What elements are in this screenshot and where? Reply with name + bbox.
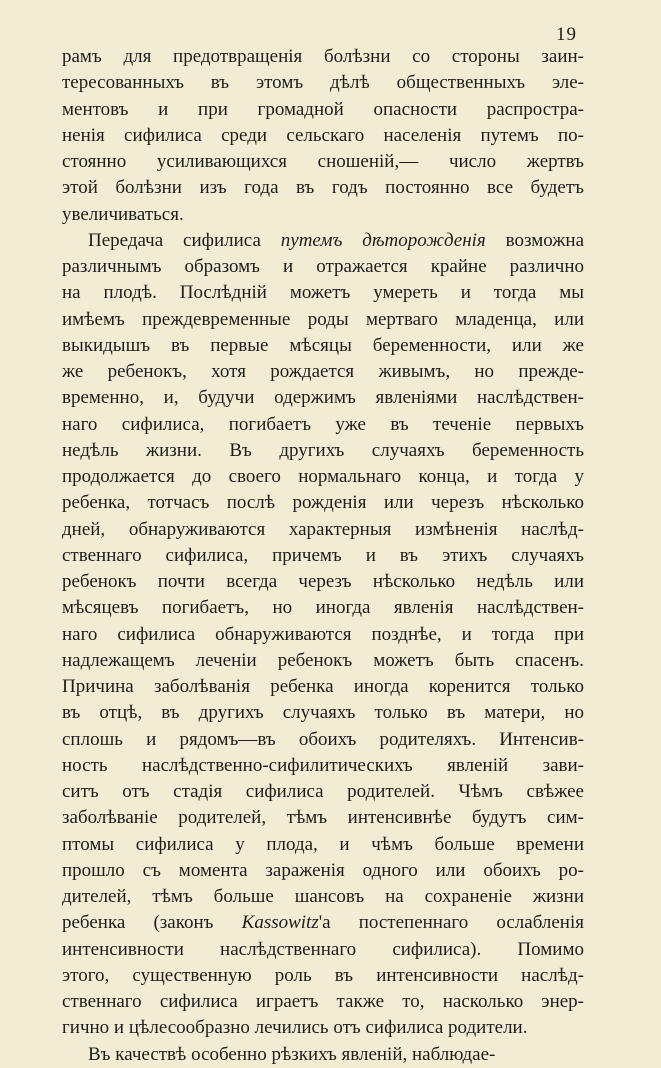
text-line: ненія сифилиса среди сельскаго населенія путемъ по-: [62, 124, 584, 146]
text-line: выкидышъ въ первые мѣсяцы беременности, или же: [62, 334, 584, 356]
text-line: ребенка, тотчасъ послѣ рожденія или черезъ нѣсколько: [62, 492, 584, 514]
text-line: наго сифилиса обнаруживаются позднѣе, и тогда при: [62, 623, 584, 645]
text-line: интенсивности наслѣдственнаго сифилиса). Помимо: [62, 938, 584, 960]
text-line: Передача сифилиса путемъ дѣторожденія возможна: [88, 229, 585, 251]
text-line: ность наслѣдственно-сифилитическихъ явленій зави-: [62, 754, 584, 776]
body-text: [62, 44, 584, 1068]
text-line: надлежащемъ леченіи ребенокъ можетъ быть спасенъ.: [62, 649, 584, 671]
page-number: 19: [556, 24, 577, 45]
text-line: тересованныхъ въ этомъ дѣлѣ общественныхъ эле-: [62, 72, 584, 94]
text-line: птомы сифилиса у плода, и чѣмъ больше времени: [62, 833, 584, 855]
text-line: Въ качествѣ особенно рѣзкихъ явленій, наблюдае-: [88, 1043, 496, 1065]
text-line: гично и цѣлесообразно лечились отъ сифилиса родители.: [62, 1017, 528, 1039]
paragraph: [62, 44, 584, 228]
text-line: стоянно усиливающихся сношеній,— число жертвъ: [62, 151, 584, 172]
text-line: же ребенокъ, хотя рождается живымъ, но прежде-: [62, 361, 584, 382]
text-line: временно, и, будучи одержимъ явленіями наслѣдствен-: [62, 387, 584, 409]
text-line: ситъ отъ стадія сифилиса родителей. Чѣмъ свѣжее: [62, 781, 584, 802]
text-line: этой болѣзни изъ года въ годъ постоянно все будетъ: [62, 177, 584, 199]
text-line: этого, существенную роль въ интенсивности наслѣд-: [62, 964, 584, 986]
text-line: увеличиваться.: [62, 203, 184, 225]
paragraph: [62, 228, 584, 1042]
text-line: рамъ для предотвращенія болѣзни со стороны заин-: [62, 46, 584, 67]
text-line: заболѣваніе родителей, тѣмъ интенсивнѣе будутъ сим-: [62, 807, 584, 829]
text-line: дителей, тѣмъ больше шансовъ на сохраненіе жизни: [62, 886, 584, 907]
text-line: ребенокъ почти всегда черезъ нѣсколько недѣль или: [62, 571, 584, 592]
text-line: ственнаго сифилиса играетъ также то, насколько энер-: [62, 991, 584, 1012]
text-line: дней, обнаруживаются характерныя измѣненія наслѣд-: [62, 518, 584, 540]
text-line: недѣль жизни. Въ другихъ случаяхъ беременность: [62, 439, 584, 461]
text-line: наго сифилиса, погибаетъ уже въ теченіе первыхъ: [62, 413, 584, 435]
text-line: имѣемъ преждевременные роды мертваго младенца, или: [62, 308, 584, 330]
text-line: прошло съ момента зараженія одного или обоихъ ро-: [62, 859, 584, 881]
text-line: мѣсяцевъ погибаетъ, но иногда явленія наслѣдствен-: [62, 597, 584, 619]
text-line: сплошь и рядомъ—въ обоихъ родителяхъ. Интенсив-: [62, 728, 584, 750]
text-line: ментовъ и при громадной опасности распростра-: [62, 98, 584, 120]
text-line: на плодѣ. Послѣдній можетъ умереть и тогда мы: [62, 282, 584, 304]
paragraph: [62, 1042, 584, 1068]
text-line: въ отцѣ, въ другихъ случаяхъ только въ матери, но: [62, 702, 584, 724]
text-line: ственнаго сифилиса, причемъ и въ этихъ случаяхъ: [62, 544, 584, 566]
text-line: ребенка (законъ Kassowitz'а постепеннаго ослабленія: [62, 912, 584, 934]
text-line: продолжается до своего нормальнаго конца, и тогда у: [62, 466, 584, 487]
text-line: Причина заболѣванія ребенка иногда коренится только: [62, 676, 584, 697]
text-line: различнымъ образомъ и отражается крайне различно: [62, 256, 584, 277]
